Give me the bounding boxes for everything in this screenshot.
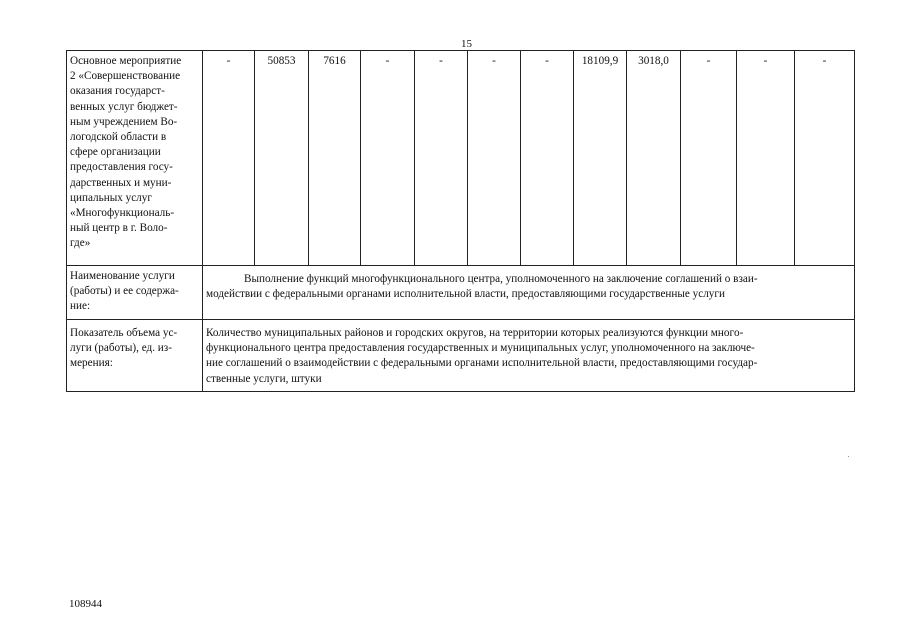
label-line: ципальных услуг — [70, 191, 152, 204]
program-table — [66, 50, 855, 392]
label-line: сфере организации — [70, 146, 161, 159]
label-line: дарственных и муни- — [70, 176, 172, 189]
label-line: Показатель объема ус- — [70, 327, 178, 339]
value-cell: 7616 — [309, 51, 361, 266]
label-line: где» — [70, 237, 91, 250]
service-name-text-cell — [203, 266, 855, 320]
label-line: ный центр в г. Воло- — [70, 222, 168, 235]
value-cell: 3018,0 — [627, 51, 681, 266]
text-line: функционального центра предоставления государственных и муниципальных услуг, уполномоченного на заключе- — [206, 342, 755, 355]
volume-indicator-text-cell — [203, 320, 855, 392]
label-line: логодской области в — [70, 131, 167, 144]
value-cell: - — [361, 51, 415, 266]
label-line: мерения: — [70, 357, 113, 370]
page-number: 15 — [461, 38, 472, 50]
value-cell: 50853 — [255, 51, 309, 266]
value-cell: - — [737, 51, 795, 266]
text-line: модействии с федеральными органами исполнительной власти, предоставляющими государственные услуги — [206, 288, 725, 301]
text-line: Выполнение функций многофункционального центра, уполномоченного на заключение соглашений о взаи- — [244, 273, 758, 285]
table-row-main-activity — [67, 51, 855, 266]
value-cell: - — [795, 51, 855, 266]
main-activity-label-cell — [67, 51, 203, 266]
label-line: Наименование услуги — [70, 270, 175, 282]
label-line: венных услуг бюджет- — [70, 100, 178, 113]
label-line: ным учреждением Во- — [70, 115, 178, 128]
label-line: оказания государст- — [70, 85, 165, 98]
table-row-service-name — [67, 266, 855, 320]
value-cell: 18109,9 — [574, 51, 627, 266]
value-cell: - — [415, 51, 468, 266]
label-line: «Многофункциональ- — [70, 207, 175, 220]
label-line: Основное мероприятие — [70, 55, 182, 67]
text-line: ственные услуги, штуки — [206, 372, 322, 385]
value-cell: - — [681, 51, 737, 266]
value-cell: - — [521, 51, 574, 266]
scan-speck — [848, 456, 849, 457]
volume-indicator-label-cell — [67, 320, 203, 392]
label-line: 2 «Совершенствование — [70, 70, 181, 83]
text-line: ние соглашений о взаимодействии с федеральными органами исполнительной власти, предоставляющими государ- — [206, 357, 758, 370]
document-code: 108944 — [69, 598, 102, 610]
label-line: предоставления госу- — [70, 161, 173, 174]
label-line: (работы) и ее содержа- — [70, 285, 179, 298]
value-cell: - — [203, 51, 255, 266]
text-line: Количество муниципальных районов и городских округов, на территории которых реализуются функции многo- — [206, 327, 744, 339]
table-row-volume-indicator — [67, 320, 855, 392]
label-line: луги (работы), ед. из- — [70, 342, 172, 355]
label-line: ние: — [70, 300, 91, 313]
value-cell: - — [468, 51, 521, 266]
service-name-label-cell — [67, 266, 203, 320]
